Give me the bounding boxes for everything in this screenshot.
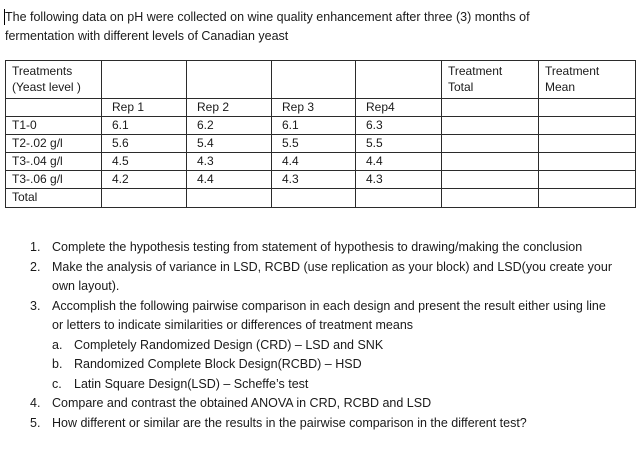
cell-empty <box>102 189 187 208</box>
cell-value: 4.4 <box>356 153 442 171</box>
sub-question-letter: b. <box>52 357 63 371</box>
sub-question-item <box>52 336 620 356</box>
sub-question-letter: a. <box>52 337 63 352</box>
cell-empty <box>442 117 539 135</box>
question-text: How different or similar are the results in the pairwise comparison in the different test? <box>52 415 527 430</box>
question-list <box>30 238 620 433</box>
ph-data-table <box>5 60 636 208</box>
row-label: T3-.06 g/l <box>6 171 102 189</box>
question-number: 3. <box>30 298 41 313</box>
header-empty-cell <box>272 61 356 99</box>
question-item <box>30 258 620 297</box>
cell-value: 5.6 <box>102 135 187 153</box>
row-label: T1-0 <box>6 117 102 135</box>
header-treatment-total <box>442 61 539 99</box>
cell-empty <box>442 189 539 208</box>
sub-question-text: Completely Randomized Design (CRD) – LSD and SNK <box>74 337 384 352</box>
question-text: Accomplish the following pairwise comparison in each design and present the result either using line or letters to indicate similarities or differences of treatment means <box>52 298 606 332</box>
question-item <box>30 394 620 414</box>
table-header-row <box>6 61 636 99</box>
row-label: T3-.04 g/l <box>6 153 102 171</box>
cell-empty <box>539 171 636 189</box>
cell-value: 6.1 <box>272 117 356 135</box>
rep-header: Rep 1 <box>102 99 187 117</box>
question-number: 1. <box>30 240 41 254</box>
question-item <box>30 297 620 395</box>
question-number: 2. <box>30 259 41 274</box>
rep-header-empty <box>6 99 102 117</box>
cell-empty <box>539 189 636 208</box>
question-text: Make the analysis of variance in LSD, RCBD (use replication as your block) and LSD(you create your own layout). <box>52 259 612 293</box>
cell-value: 4.3 <box>356 171 442 189</box>
cell-value: 4.3 <box>272 171 356 189</box>
cell-empty <box>187 189 272 208</box>
sub-question-item <box>52 355 620 375</box>
rep-header-empty <box>539 99 636 117</box>
table-row <box>6 153 636 171</box>
table-row <box>6 171 636 189</box>
total-label: Total <box>6 189 102 208</box>
cell-empty <box>442 135 539 153</box>
cell-empty <box>272 189 356 208</box>
question-number: 5. <box>30 415 41 430</box>
rep-header: Rep4 <box>356 99 442 117</box>
row-label: T2-.02 g/l <box>6 135 102 153</box>
rep-header: Rep 2 <box>187 99 272 117</box>
cell-value: 6.2 <box>187 117 272 135</box>
question-text: Compare and contrast the obtained ANOVA in CRD, RCBD and LSD <box>52 396 432 410</box>
cell-value: 5.4 <box>187 135 272 153</box>
cell-empty <box>442 153 539 171</box>
header-empty-cell <box>102 61 187 99</box>
header-treatment-total-line1: Treatment <box>448 64 503 78</box>
intro-line-2: fermentation with different levels of Canadian yeast <box>5 29 289 43</box>
rep-header-row <box>6 99 636 117</box>
rep-header: Rep 3 <box>272 99 356 117</box>
total-row <box>6 189 636 208</box>
cell-empty <box>356 189 442 208</box>
sub-question-text: Randomized Complete Block Design(RCBD) – HSD <box>74 357 362 371</box>
cell-empty <box>539 153 636 171</box>
intro-paragraph <box>5 8 625 46</box>
header-treatments <box>6 61 102 99</box>
header-treatment-mean-line1: Treatment <box>545 64 600 78</box>
cell-value: 6.3 <box>356 117 442 135</box>
cell-empty <box>539 135 636 153</box>
sub-question-letter: c. <box>52 376 62 391</box>
cell-value: 4.2 <box>102 171 187 189</box>
header-treatment-mean-line2: Mean <box>545 80 576 94</box>
cell-value: 6.1 <box>102 117 187 135</box>
sub-question-item <box>52 375 620 395</box>
question-item <box>30 414 620 434</box>
cell-value: 5.5 <box>272 135 356 153</box>
cell-empty <box>539 117 636 135</box>
sub-question-text: Latin Square Design(LSD) – Scheffe’s test <box>74 376 309 391</box>
table-row <box>6 117 636 135</box>
header-treatments-line2: (Yeast level ) <box>12 80 81 94</box>
sub-question-list <box>52 336 620 395</box>
table-row <box>6 135 636 153</box>
header-treatment-mean <box>539 61 636 99</box>
question-number: 4. <box>30 396 41 410</box>
cell-value: 4.4 <box>272 153 356 171</box>
rep-header-empty <box>442 99 539 117</box>
header-treatment-total-line2: Total <box>448 80 474 94</box>
question-text: Complete the hypothesis testing from statement of hypothesis to drawing/making the conclusion <box>52 240 583 254</box>
cell-empty <box>442 171 539 189</box>
cell-value: 5.5 <box>356 135 442 153</box>
question-item <box>30 238 620 258</box>
header-empty-cell <box>187 61 272 99</box>
header-treatments-line1: Treatments <box>12 64 73 78</box>
header-empty-cell <box>356 61 442 99</box>
cell-value: 4.4 <box>187 171 272 189</box>
cell-value: 4.3 <box>187 153 272 171</box>
cell-value: 4.5 <box>102 153 187 171</box>
intro-line-1: The following data on pH were collected on wine quality enhancement after three (3) months of <box>5 10 530 24</box>
